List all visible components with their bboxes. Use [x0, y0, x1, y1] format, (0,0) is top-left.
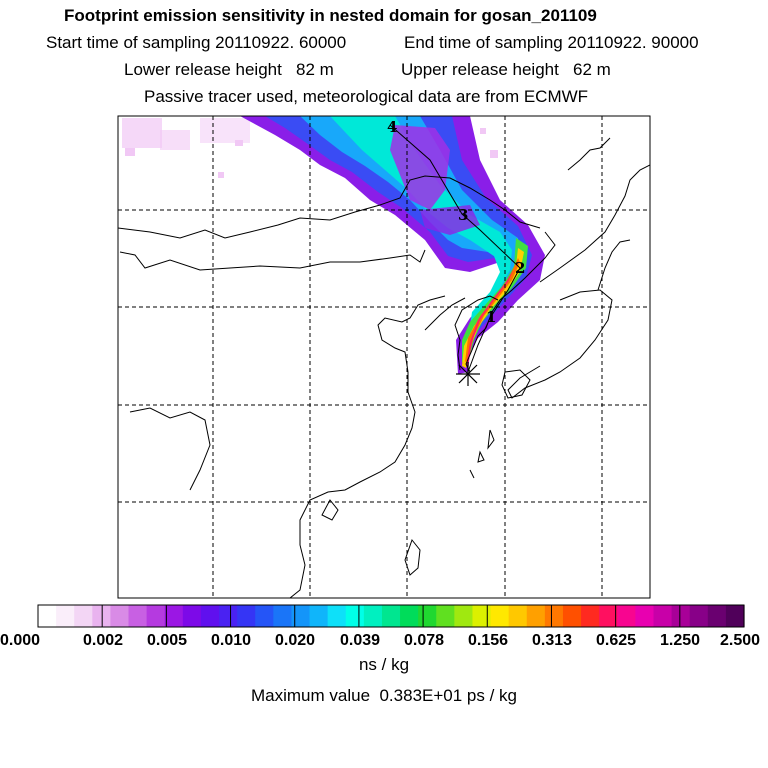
colorbar-swatch [454, 605, 473, 627]
colorbar-swatch [219, 605, 238, 627]
colorbar-swatch [563, 605, 582, 627]
tracer-info-label: Passive tracer used, meteorological data are from ECMWF [144, 87, 589, 106]
colorbar-swatch [491, 605, 510, 627]
colorbar-tick-11: 2.500 [719, 632, 761, 649]
colorbar-tick-1: 0.002 [82, 632, 124, 649]
colorbar-swatch [653, 605, 672, 627]
colorbar-swatch [599, 605, 618, 627]
colorbar-swatch [690, 605, 709, 627]
colorbar-swatch [472, 605, 491, 627]
colorbar-tick-0: 0.000 [0, 632, 41, 649]
colorbar-tick-4: 0.020 [274, 632, 316, 649]
colorbar-swatch [183, 605, 202, 627]
colorbar-swatch [382, 605, 401, 627]
colorbar-tick-10: 1.250 [659, 632, 701, 649]
colorbar-tick-7: 0.156 [467, 632, 509, 649]
colorbar-swatch [129, 605, 148, 627]
colorbar-swatch [527, 605, 546, 627]
colorbar-swatch [436, 605, 455, 627]
colorbar-swatch [672, 605, 691, 627]
colorbar-tick-8: 0.313 [531, 632, 573, 649]
colorbar-swatch [56, 605, 75, 627]
colorbar-swatch [328, 605, 347, 627]
colorbar-swatch [635, 605, 654, 627]
colorbar-swatch [38, 605, 57, 627]
lower-release-height-label: Lower release height 82 m [124, 60, 334, 79]
colorbar-tick-2: 0.005 [146, 632, 188, 649]
colorbar-swatch [273, 605, 292, 627]
colorbar-swatch [237, 605, 256, 627]
colorbar-swatch [364, 605, 383, 627]
end-time-label: End time of sampling 20110922. 90000 [404, 33, 699, 52]
colorbar-ticks [0, 632, 760, 649]
colorbar-swatch [617, 605, 636, 627]
maximum-value-label: Maximum value 0.383E+01 ps / kg [251, 686, 517, 705]
colorbar-swatch [110, 605, 129, 627]
colorbar-swatch [726, 605, 745, 627]
colorbar-units: ns / kg [358, 655, 410, 674]
colorbar-swatch [74, 605, 93, 627]
trajectory-label-4: 4 [387, 118, 398, 136]
colorbar-swatch [346, 605, 365, 627]
colorbar-swatch [400, 605, 419, 627]
colorbar-swatches [38, 605, 745, 627]
colorbar-tick-5: 0.039 [339, 632, 381, 649]
page-title: Footprint emission sensitivity in nested domain for gosan_201109 [64, 6, 597, 25]
start-time-label: Start time of sampling 20110922. 60000 [46, 33, 347, 52]
colorbar-swatch [147, 605, 166, 627]
colorbar-swatch [201, 605, 220, 627]
colorbar-swatch [418, 605, 437, 627]
trajectory-label-2: 2 [515, 259, 526, 277]
colorbar-tick-6: 0.078 [403, 632, 445, 649]
colorbar-swatch [509, 605, 528, 627]
trajectory-label-3: 3 [458, 206, 469, 224]
colorbar-tick-9: 0.625 [595, 632, 637, 649]
colorbar-tick-3: 0.010 [210, 632, 252, 649]
colorbar-swatch [545, 605, 564, 627]
colorbar-swatch [310, 605, 329, 627]
colorbar-swatch [165, 605, 184, 627]
upper-release-height-label: Upper release height 62 m [401, 60, 611, 79]
trajectory-label-1: 1 [486, 308, 497, 326]
colorbar-swatch [708, 605, 727, 627]
colorbar-swatch [92, 605, 111, 627]
colorbar-swatch [255, 605, 274, 627]
colorbar-swatch [581, 605, 600, 627]
